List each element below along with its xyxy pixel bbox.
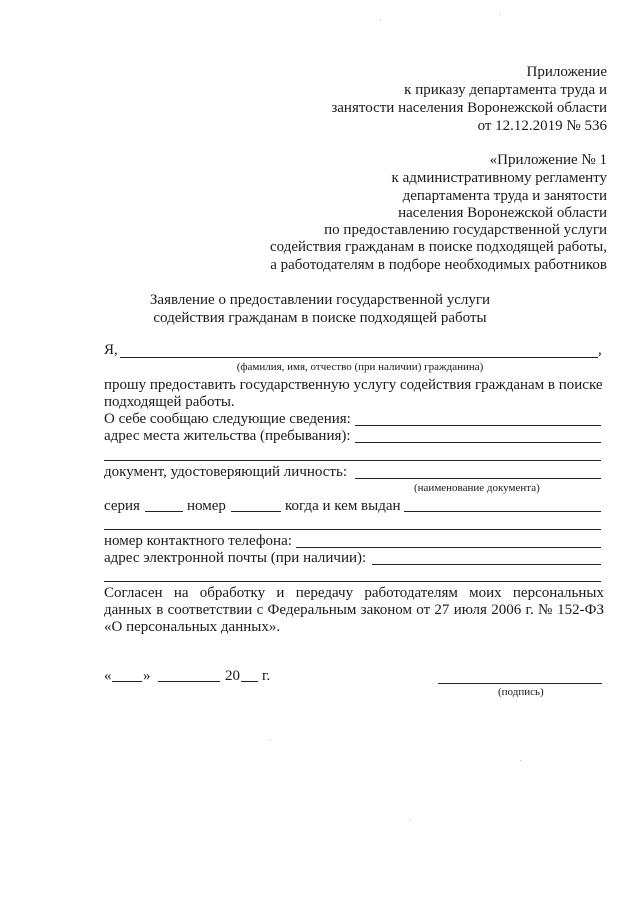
appendix-title: Приложение	[526, 64, 607, 80]
request-text: прошу предоставить государственную услугу содействия гражданам в поиске	[104, 377, 603, 393]
appendix1-line: департамента труда и занятости	[402, 188, 607, 204]
appendix1-line: содействия гражданам в поиске подходящей работы,	[270, 239, 607, 255]
address-field-2[interactable]	[104, 460, 601, 461]
date-day-field[interactable]	[112, 681, 142, 682]
address-field[interactable]	[355, 442, 601, 443]
scan-speck	[380, 20, 381, 21]
appendix1-line: а работодателям в подборе необходимых работников	[270, 257, 607, 273]
appendix1-line: к административному регламенту	[391, 170, 607, 186]
number-label: номер	[187, 498, 226, 514]
number-field[interactable]	[231, 511, 281, 512]
document-caption: (наименование документа)	[414, 482, 540, 494]
info-field[interactable]	[355, 425, 601, 426]
signature-caption: (подпись)	[498, 686, 544, 698]
scan-speck	[520, 760, 521, 761]
fio-comma: ,	[598, 342, 602, 358]
phone-label: номер контактного телефона:	[104, 533, 292, 549]
appendix1-title: «Приложение № 1	[489, 152, 607, 168]
date-g-label: г.	[262, 668, 271, 684]
appendix-line: к приказу департамента труда и	[404, 82, 607, 98]
series-label: серия	[104, 498, 140, 514]
ya-label: Я,	[104, 342, 118, 358]
date-year-prefix: 20	[225, 668, 240, 684]
issued-label: когда и кем выдан	[285, 498, 401, 514]
appendix1-line: по предоставлению государственной услуги	[324, 222, 607, 238]
fio-caption: (фамилия, имя, отчество (при наличии) гражданина)	[236, 361, 484, 373]
signature-field[interactable]	[438, 683, 602, 684]
consent-text: «О персональных данных».	[104, 619, 281, 635]
form-title: содействия гражданам в поиске подходящей работы	[153, 310, 487, 326]
date-year-field[interactable]	[241, 681, 258, 682]
info-label: О себе сообщаю следующие сведения:	[104, 411, 351, 427]
address-label: адрес места жительства (пребывания):	[104, 428, 351, 444]
document-label: документ, удостоверяющий личность:	[104, 464, 347, 480]
fio-field[interactable]	[120, 357, 598, 358]
issued-field-2[interactable]	[104, 529, 601, 530]
email-field-2[interactable]	[104, 581, 601, 582]
document-field[interactable]	[355, 478, 601, 479]
issued-field[interactable]	[404, 511, 601, 512]
date-close-quote: »	[143, 668, 151, 684]
appendix-date: от 12.12.2019 № 536	[477, 118, 607, 134]
scan-speck	[410, 820, 411, 821]
consent-text: Согласен на обработку и передачу работодателям моих персональных	[104, 585, 604, 601]
appendix1-line: населения Воронежской области	[398, 205, 607, 221]
email-label: адрес электронной почты (при наличии):	[104, 550, 367, 566]
scan-speck	[270, 740, 271, 741]
series-field[interactable]	[145, 511, 183, 512]
date-open-quote: «	[104, 668, 112, 684]
scan-speck	[500, 14, 501, 15]
request-text: подходящей работы.	[104, 394, 235, 410]
email-field[interactable]	[372, 564, 601, 565]
date-month-field[interactable]	[158, 681, 220, 682]
appendix-line: занятости населения Воронежской области	[331, 100, 607, 116]
form-title: Заявление о предоставлении государственной услуги	[149, 292, 491, 308]
consent-text: данных в соответствии с Федеральным законом от 27 июля 2006 г. № 152-ФЗ	[104, 602, 604, 618]
